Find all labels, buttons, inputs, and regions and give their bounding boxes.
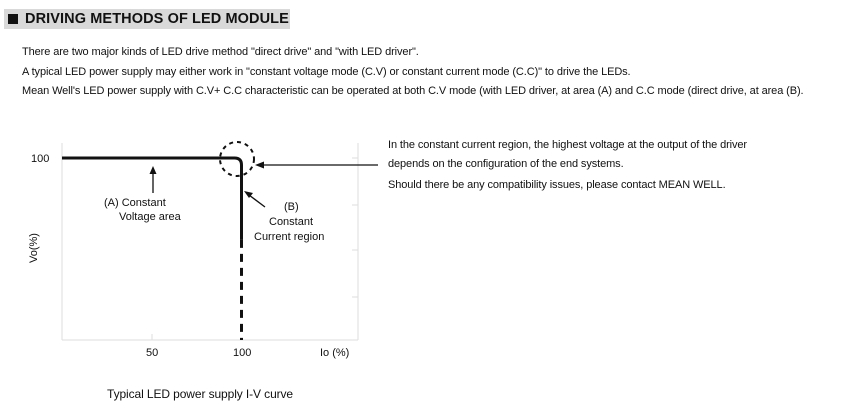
note-arrow-icon <box>255 162 378 169</box>
area-b-label-line2: Constant <box>269 216 314 228</box>
series-line-1 <box>62 158 242 165</box>
x-tick-50: 50 <box>146 347 159 359</box>
intro-line-2: A typical LED power supply may either work in "constant voltage mode (C.V) or constant current mode (C.C)" to drive the LEDs. <box>22 66 631 78</box>
note-line-1: In the constant current region, the highest voltage at the output of the driver <box>388 139 748 151</box>
chart-caption: Typical LED power supply I-V curve <box>107 387 294 401</box>
area-a-label-line2: Voltage area <box>119 211 181 223</box>
note-line-3: Should there be any compatibility issues, please contact MEAN WELL. <box>388 179 726 191</box>
intro-line-3: Mean Well's LED power supply with C.V+ C.C characteristic can be operated at both C.V mode (with LED driver, at area (A) and C.C mode (direct drive, at area (B). <box>22 85 804 97</box>
area-a-arrow-icon <box>150 166 157 193</box>
area-a-label-line1: (A) Constant <box>104 197 166 209</box>
x-axis-label: Io (%) <box>320 347 350 359</box>
intro-line-1: There are two major kinds of LED drive method "direct drive" and "with LED driver". <box>22 46 419 58</box>
area-b-label-line1: (B) <box>284 201 299 213</box>
note-line-2: depends on the configuration of the end systems. <box>388 158 624 170</box>
y-tick-100: 100 <box>31 153 50 165</box>
x-tick-100: 100 <box>233 347 252 359</box>
series-layer <box>62 158 242 340</box>
area-b-label-line3: Current region <box>254 231 325 243</box>
y-axis-label: Vo(%) <box>28 233 40 263</box>
section-title: DRIVING METHODS OF LED MODULE <box>25 11 289 27</box>
area-b-arrow-icon <box>244 191 265 207</box>
